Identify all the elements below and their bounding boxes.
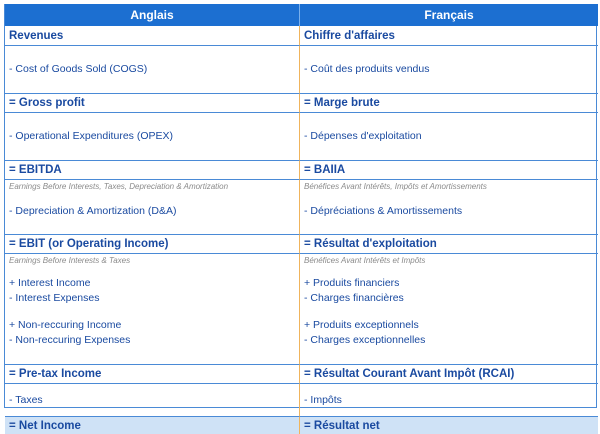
cogs-fr-text: - Coût des produits vendus xyxy=(304,63,430,75)
cogs-en-text: - Cost of Goods Sold (COGS) xyxy=(9,63,148,75)
ebit-note-fr: Bénéfices Avant Intérêts et Impôts xyxy=(304,256,426,265)
opex-fr xyxy=(300,113,598,160)
nonrec-income-en: + Non-reccuring Income xyxy=(9,319,122,331)
pretax-en: = Pre-tax Income xyxy=(5,364,300,384)
taxes-en-text: - Taxes xyxy=(9,393,43,406)
nonrec-income-fr: + Produits exceptionnels xyxy=(304,319,419,331)
revenues-en: Revenues xyxy=(5,26,300,46)
ebitda-note-en: Earnings Before Interests, Taxes, Depreciation & Amortization xyxy=(9,182,229,191)
pretax-fr: = Résultat Courant Avant Impôt (RCAI) xyxy=(300,364,598,384)
da-fr xyxy=(300,180,598,234)
ebitda-en: = EBITDA xyxy=(5,160,300,180)
nonrec-expenses-en: - Non-reccuring Expenses xyxy=(9,334,131,346)
ebitda-note-fr: Bénéfices Avant Intérêts, Impôts et Amortissements xyxy=(304,182,487,191)
interest-income-en: + Interest Income xyxy=(9,277,91,289)
cogs-en xyxy=(5,46,300,93)
opex-en-text: - Operational Expenditures (OPEX) xyxy=(9,130,173,142)
header-english: Anglais xyxy=(5,4,300,26)
ebitda-fr: = BAIIA xyxy=(300,160,598,180)
taxes-en xyxy=(5,384,300,416)
income-statement-table xyxy=(4,4,597,432)
gross-profit-en: = Gross profit xyxy=(5,93,300,113)
cogs-fr xyxy=(300,46,598,93)
nonrec-expenses-fr: - Charges exceptionnelles xyxy=(304,334,426,346)
revenues-fr: Chiffre d'affaires xyxy=(300,26,598,46)
interest-expenses-fr: - Charges financières xyxy=(304,292,404,304)
da-en xyxy=(5,180,300,234)
header-french: Français xyxy=(300,4,598,26)
financial-items-en xyxy=(5,254,300,364)
gross-profit-fr: = Marge brute xyxy=(300,93,598,113)
financial-items-fr xyxy=(300,254,598,364)
interest-expenses-en: - Interest Expenses xyxy=(9,292,100,304)
ebit-fr: = Résultat d'exploitation xyxy=(300,234,598,254)
ebit-note-en: Earnings Before Interests & Taxes xyxy=(9,256,131,265)
opex-en xyxy=(5,113,300,160)
net-income-fr: = Résultat net xyxy=(300,416,598,434)
ebit-en: = EBIT (or Operating Income) xyxy=(5,234,300,254)
taxes-fr xyxy=(300,384,598,416)
interest-income-fr: + Produits financiers xyxy=(304,277,400,289)
taxes-fr-text: - Impôts xyxy=(304,393,342,406)
da-en-text: - Depreciation & Amortization (D&A) xyxy=(9,205,177,217)
opex-fr-text: - Dépenses d'exploitation xyxy=(304,130,422,142)
da-fr-text: - Dépréciations & Amortissements xyxy=(304,205,463,217)
net-income-en: = Net Income xyxy=(5,416,300,434)
